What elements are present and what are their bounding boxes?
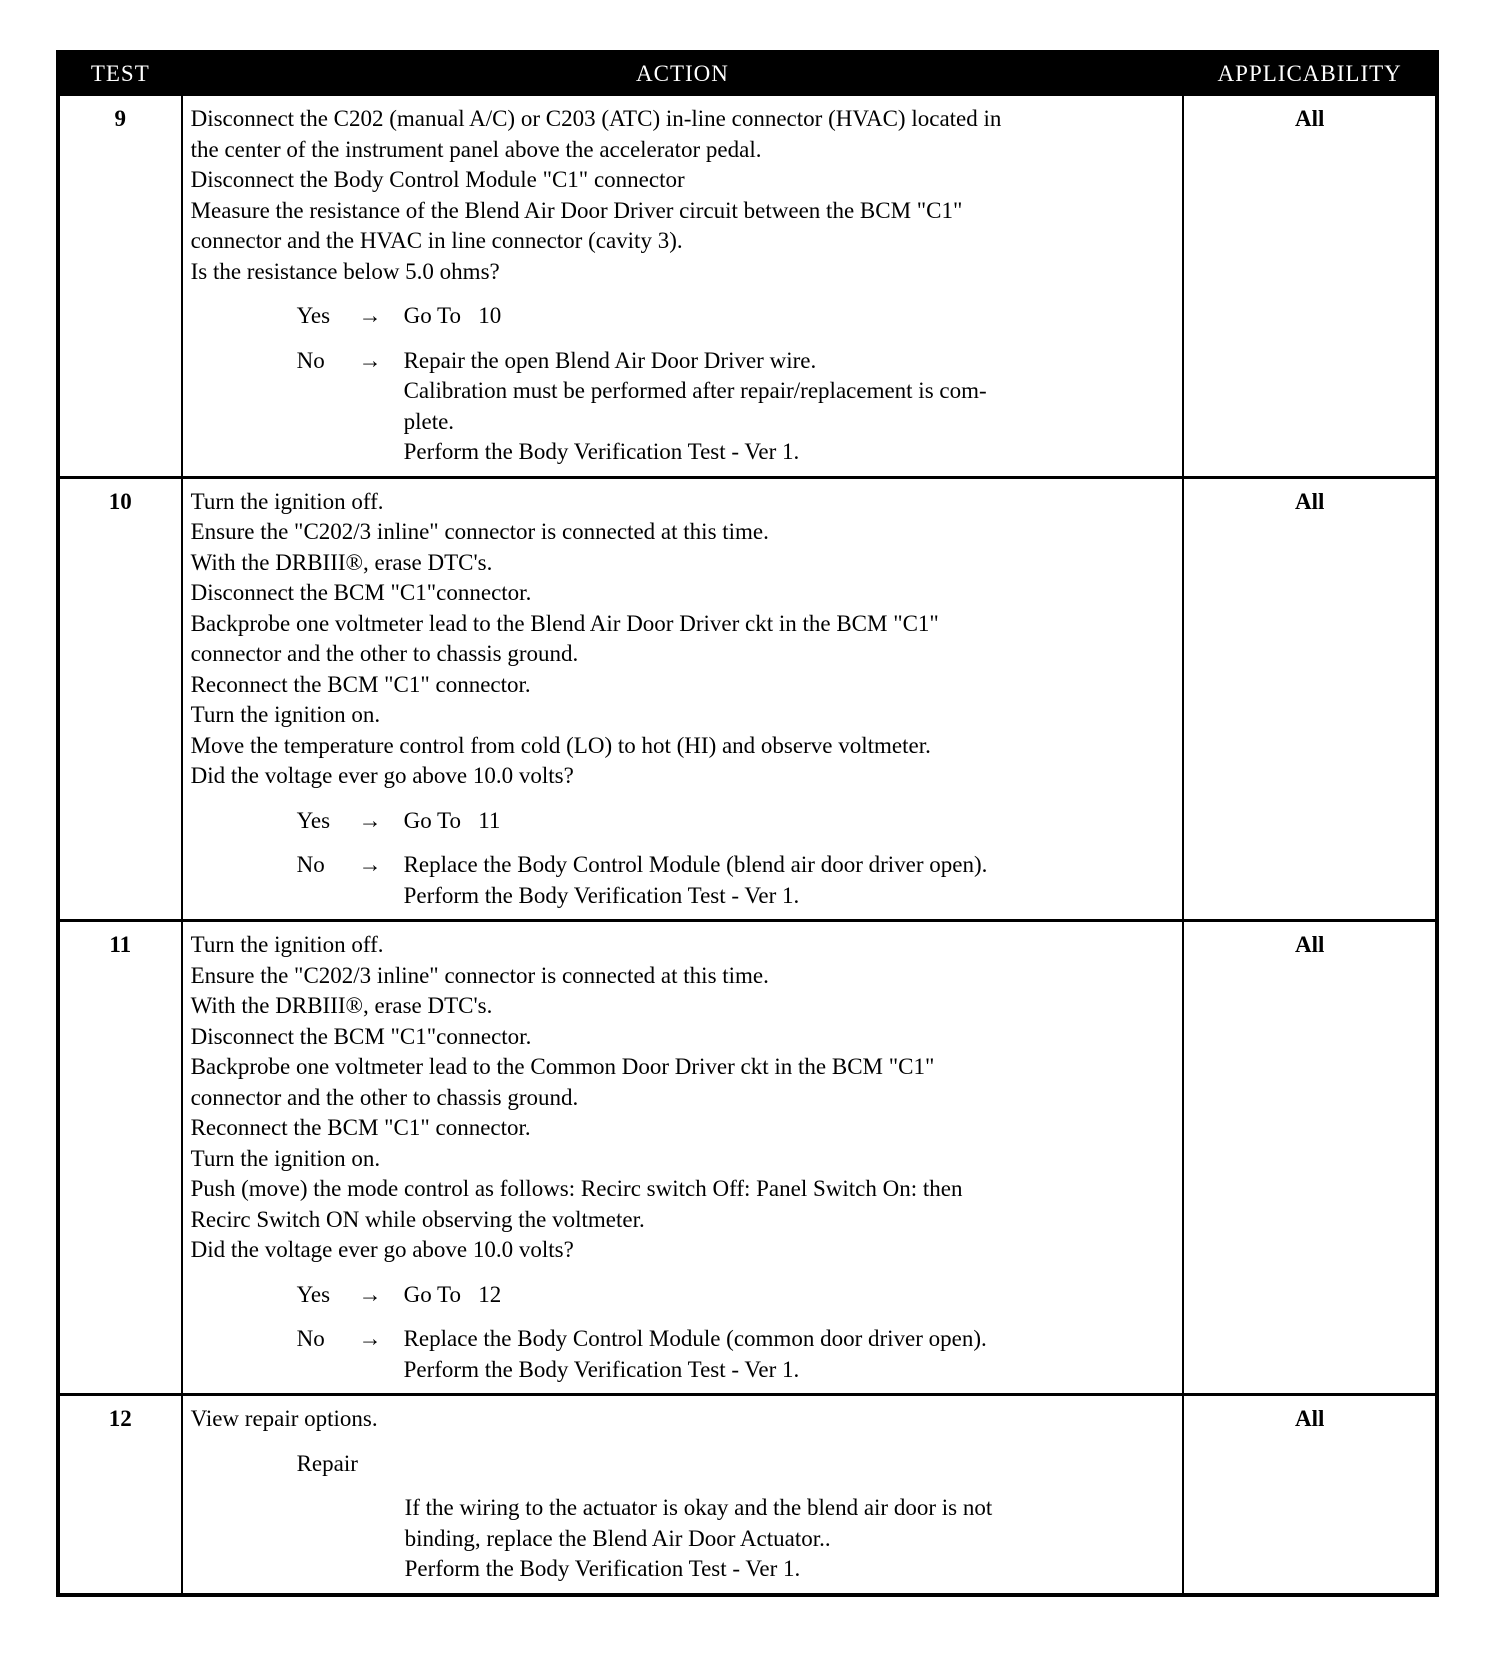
arrow-right-icon: → (358, 852, 382, 877)
outcome-result-line: Go To 12 (403, 1281, 502, 1307)
outcome-result-line: Perform the Body Verification Test - Ver 1. (403, 1356, 800, 1382)
outcome-yes (297, 1280, 1175, 1311)
test-number: 11 (58, 921, 182, 1395)
table-row (58, 95, 1437, 477)
action-step: Disconnect the BCM "C1"connector. (190, 580, 532, 605)
header-test: TEST (58, 52, 182, 95)
outcome-label: No (296, 852, 325, 877)
repair-text-line: binding, replace the Blend Air Door Actuator.. (404, 1525, 831, 1551)
outcome-label: Yes (296, 1281, 331, 1307)
action-step: Disconnect the Body Control Module "C1" connector (190, 167, 685, 192)
action-step: Backprobe one voltmeter lead to the Common Door Driver ckt in the BCM "C1" (190, 1054, 935, 1079)
action-cell (182, 95, 1184, 477)
outcome-result (404, 850, 1175, 911)
outcome-result (404, 1324, 1175, 1385)
outcome-result-line: Perform the Body Verification Test - Ver 1. (403, 882, 800, 908)
test-number: 12 (58, 1395, 182, 1595)
header-applicability: APPLICABILITY (1183, 52, 1437, 95)
diagnostic-page (56, 50, 1439, 1597)
action-step: Reconnect the BCM "C1" connector. (190, 671, 531, 697)
outcome-result-line: plete. (403, 408, 455, 434)
action-step: Reconnect the BCM "C1" connector. (190, 1115, 531, 1140)
action-step: Turn the ignition on. (190, 702, 381, 727)
outcome-yes (297, 301, 1175, 332)
action-step: Push (move) the mode control as follows: Recirc switch Off: Panel Switch On: then (190, 1176, 963, 1201)
action-step: Disconnect the C202 (manual A/C) or C203 (ATC) in-line connector (HVAC) located in (190, 106, 1002, 131)
action-step: Turn the ignition off. (190, 488, 384, 514)
table-row (58, 477, 1437, 921)
table-header-row (58, 52, 1437, 95)
action-step: Move the temperature control from cold (LO) to hot (HI) and observe voltmeter. (190, 732, 931, 758)
action-step: Ensure the "C202/3 inline" connector is connected at this time. (190, 962, 769, 988)
outcome-no (297, 1324, 1175, 1385)
action-step: connector and the other to chassis ground. (190, 641, 579, 666)
repair-text (405, 1493, 1175, 1585)
outcome-list (191, 301, 1175, 468)
action-step: connector and the other to chassis ground. (190, 1084, 579, 1110)
arrow-right-icon: → (358, 303, 382, 328)
outcome-result-line: Go To 10 (403, 303, 502, 328)
outcome-result-line: Calibration must be performed after repair/replacement is com- (403, 378, 987, 403)
action-step: Turn the ignition on. (190, 1145, 381, 1171)
action-step: Turn the ignition off. (190, 932, 384, 957)
outcome-result-line: Repair the open Blend Air Door Driver wire. (403, 347, 817, 373)
repair-label: Repair (296, 1450, 358, 1476)
outcome-label: Yes (296, 303, 331, 328)
arrow-right-icon: → (358, 1326, 382, 1351)
outcome-result-line: Perform the Body Verification Test - Ver 1. (403, 439, 800, 464)
action-step: Recirc Switch ON while observing the voltmeter. (190, 1206, 645, 1232)
action-step: View repair options. (190, 1406, 378, 1431)
outcome-result (404, 346, 1175, 468)
outcome-result-line: Replace the Body Control Module (blend air door driver open). (403, 852, 988, 877)
action-step: Measure the resistance of the Blend Air Door Driver circuit between the BCM "C1" (190, 197, 963, 223)
action-step: Backprobe one voltmeter lead to the Blend Air Door Driver ckt in the BCM "C1" (190, 610, 939, 636)
action-step: With the DRBIII®, erase DTC's. (190, 549, 493, 575)
action-cell (182, 921, 1184, 1395)
applicability-value: All (1183, 1395, 1437, 1595)
action-step: Ensure the "C202/3 inline" connector is connected at this time. (190, 519, 769, 544)
outcome-no (297, 346, 1175, 468)
outcome-result-line: Replace the Body Control Module (common door driver open). (403, 1326, 987, 1351)
action-step: Disconnect the BCM "C1"connector. (190, 1023, 532, 1049)
applicability-value: All (1183, 921, 1437, 1395)
test-number: 10 (58, 477, 182, 921)
test-number: 9 (58, 95, 182, 477)
action-cell (182, 477, 1184, 921)
repair-text-line: Perform the Body Verification Test - Ver 1. (404, 1556, 801, 1581)
outcome-result (404, 806, 1175, 837)
table-row (58, 921, 1437, 1395)
outcome-result (404, 1280, 1175, 1311)
outcome-no (297, 850, 1175, 911)
arrow-right-icon: → (358, 807, 382, 833)
action-step: With the DRBIII®, erase DTC's. (190, 993, 493, 1018)
outcome-label: No (296, 347, 325, 373)
header-action: ACTION (182, 52, 1184, 95)
repair-text-line: If the wiring to the actuator is okay and the blend air door is not (404, 1495, 993, 1520)
outcome-list (191, 806, 1175, 912)
applicability-value: All (1183, 477, 1437, 921)
action-step: connector and the HVAC in line connector (cavity 3). (190, 228, 683, 253)
applicability-value: All (1183, 95, 1437, 477)
repair-options (297, 1449, 1175, 1585)
arrow-right-icon: → (358, 347, 382, 373)
outcome-yes (297, 806, 1175, 837)
outcome-list (191, 1280, 1175, 1386)
outcome-result (404, 301, 1175, 332)
action-step: Did the voltage ever go above 10.0 volts? (190, 1237, 574, 1262)
action-step: the center of the instrument panel above the accelerator pedal. (190, 136, 762, 162)
outcome-label: Yes (296, 807, 331, 833)
table-row (58, 1395, 1437, 1595)
outcome-label: No (296, 1326, 325, 1351)
action-step: Is the resistance below 5.0 ohms? (190, 258, 500, 284)
arrow-right-icon: → (358, 1281, 382, 1307)
action-cell (182, 1395, 1184, 1595)
action-step: Did the voltage ever go above 10.0 volts? (190, 763, 574, 788)
diagnostic-test-table (56, 50, 1439, 1597)
outcome-result-line: Go To 11 (403, 807, 501, 833)
